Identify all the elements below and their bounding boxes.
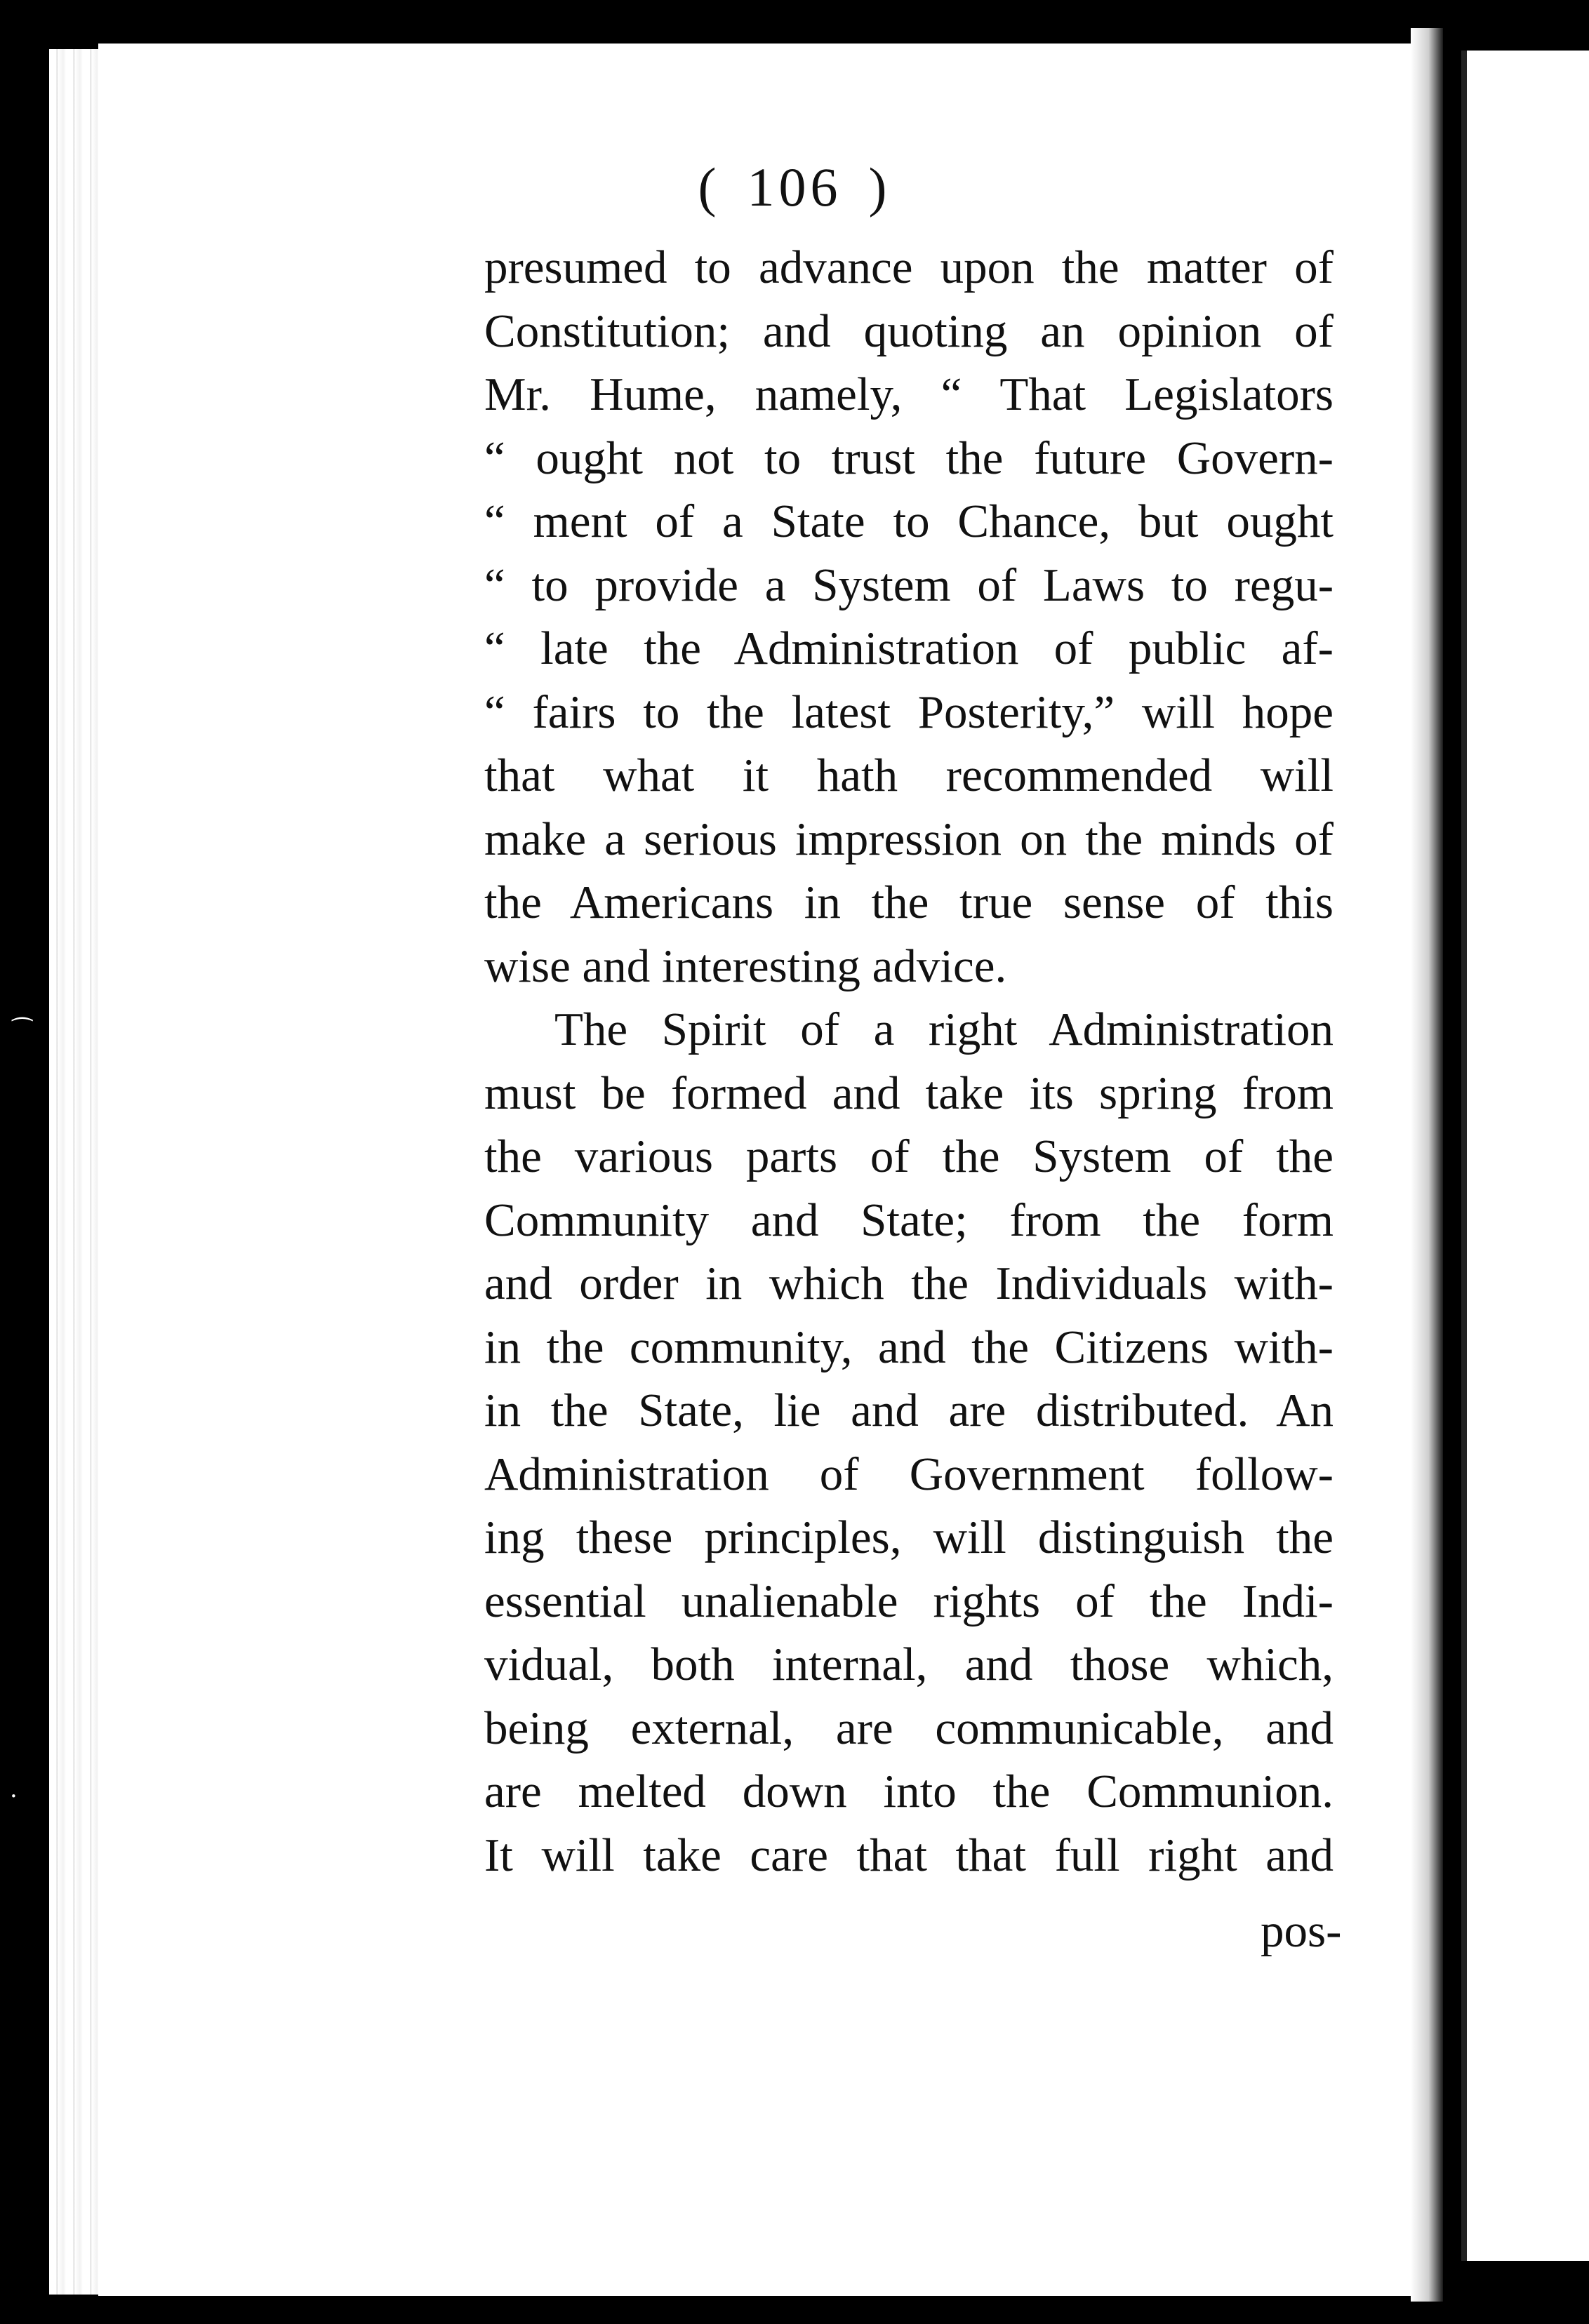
text-line: are melted down into the Communion. <box>484 1765 1334 1817</box>
text-line: “ ought not to trust the future Govern- <box>484 432 1334 484</box>
facing-page-edge <box>1461 51 1589 2261</box>
text-line: the various parts of the System of the <box>484 1130 1334 1182</box>
text-line: “ to provide a System of Laws to regu- <box>484 559 1334 611</box>
text-line: in the community, and the Citizens with- <box>484 1321 1334 1373</box>
page-number: 106 <box>747 156 842 218</box>
text-line: vidual, both internal, and those which, <box>484 1638 1334 1690</box>
text-line: being external, are communicable, and <box>484 1702 1334 1754</box>
text-line: Administration of Government follow- <box>484 1448 1334 1500</box>
catchword: pos- <box>1261 1905 1342 1957</box>
text-line: The Spirit of a right Administration <box>554 1003 1334 1055</box>
page-header <box>0 156 1589 219</box>
gutter-shadow <box>1411 28 1443 2302</box>
text-line: make a serious impression on the minds of <box>484 813 1334 865</box>
text-line: Constitution; and quoting an opinion of <box>484 305 1334 357</box>
margin-mark: · <box>10 1782 18 1810</box>
text-line: wise and interesting advice. <box>484 940 1007 992</box>
text-line: that what it hath recommended will <box>484 749 1334 801</box>
text-line: presumed to advance upon the matter of <box>484 241 1334 293</box>
header-open-paren: ( <box>698 156 721 218</box>
text-line: ing these principles, will distinguish the <box>484 1511 1334 1563</box>
text-line: and order in which the Individuals with- <box>484 1257 1334 1309</box>
text-line: must be formed and take its spring from <box>484 1067 1334 1119</box>
text-line: Mr. Hume, namely, “ That Legislators <box>484 368 1334 420</box>
text-line: “ fairs to the latest Posterity,” will hope <box>484 686 1334 738</box>
text-line: “ late the Administration of public af- <box>484 622 1334 674</box>
margin-mark: ⁀ <box>13 1017 32 1046</box>
header-close-paren: ) <box>868 156 891 218</box>
text-line: in the State, lie and are distributed. An <box>484 1384 1334 1436</box>
body-text <box>484 236 1334 1887</box>
text-line: Community and State; from the form <box>484 1194 1334 1246</box>
text-line: essential unalienable rights of the Indi- <box>484 1575 1334 1627</box>
text-line: It will take care that that full right and <box>484 1829 1334 1881</box>
text-line: the Americans in the true sense of this <box>484 876 1334 928</box>
text-line: “ ment of a State to Chance, but ought <box>484 495 1334 547</box>
